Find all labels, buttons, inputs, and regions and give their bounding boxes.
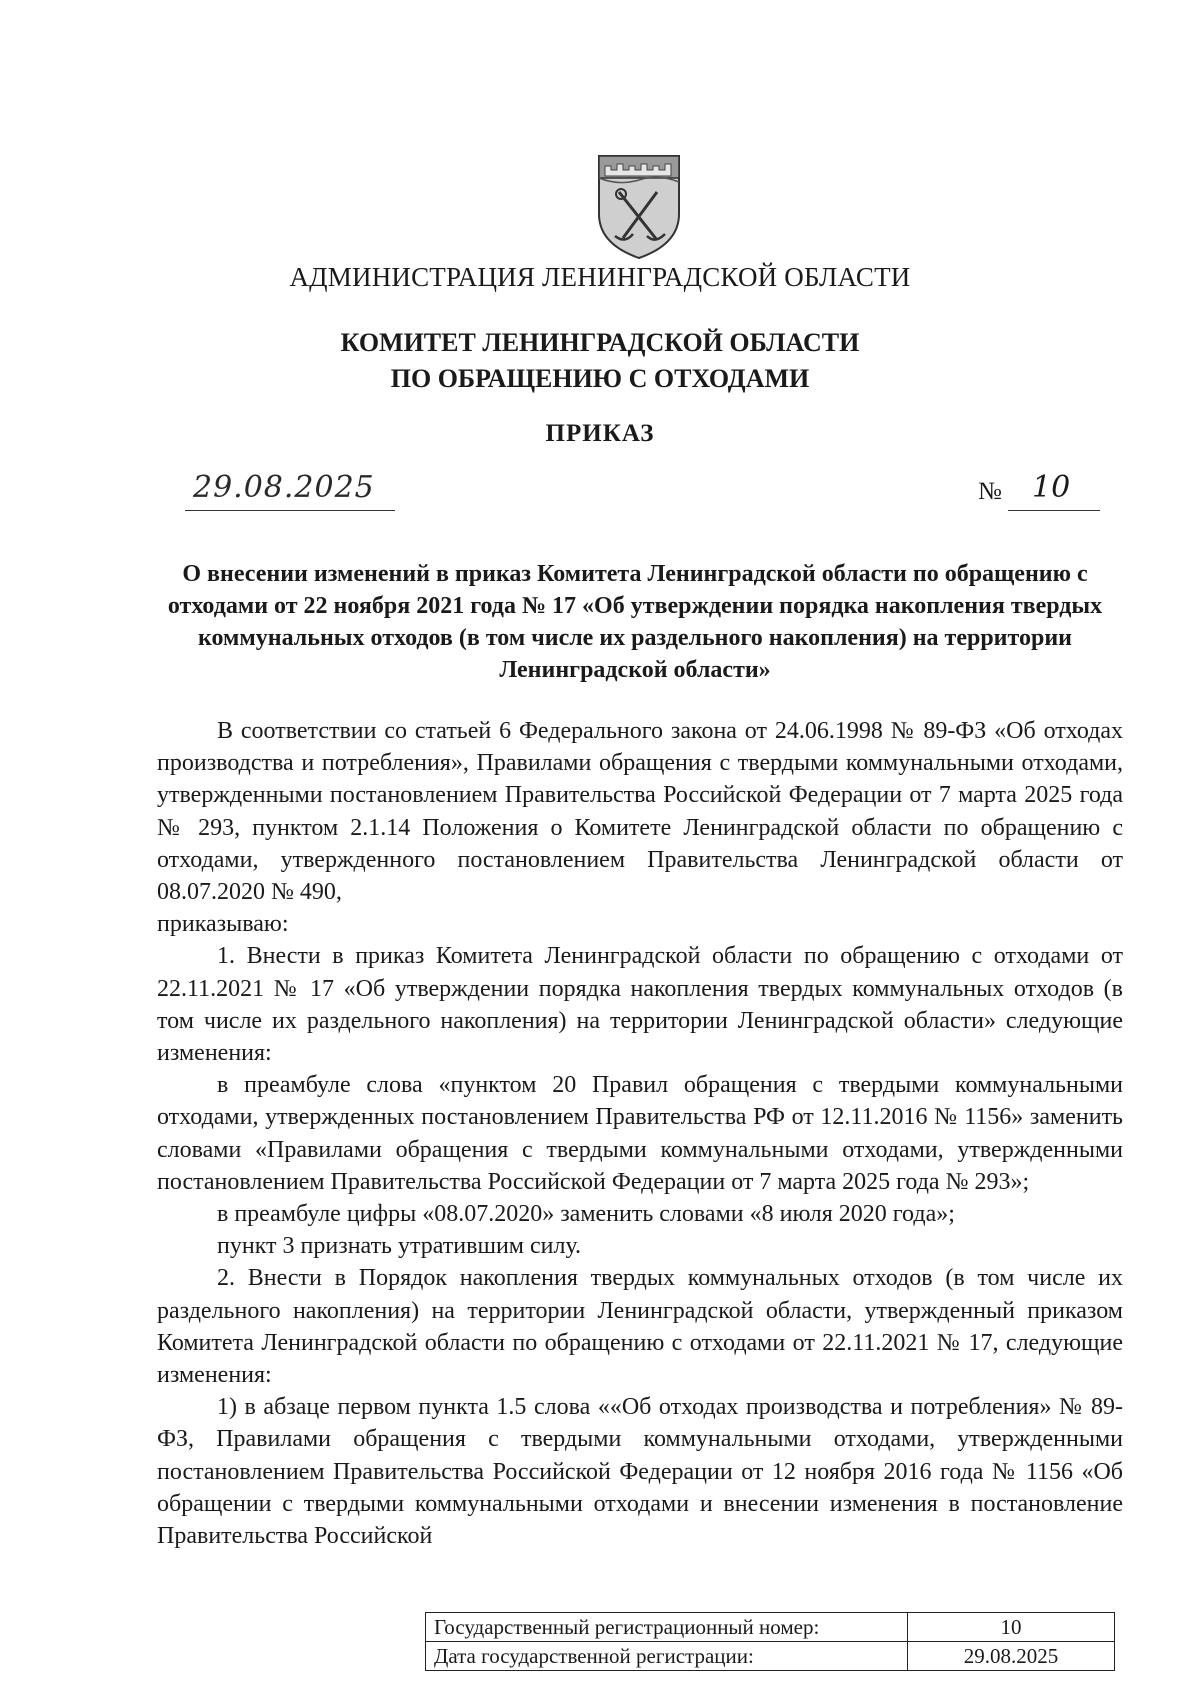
order-number-field — [1008, 470, 1100, 511]
committee-title — [0, 325, 1200, 397]
coat-of-arms-emblem — [595, 152, 683, 262]
committee-title-line-1: КОМИТЕТ ЛЕНИНГРАДСКОЙ ОБЛАСТИ — [340, 328, 860, 357]
registration-number-label: Государственный регистрационный номер: — [426, 1613, 908, 1642]
administration-title: АДМИНИСТРАЦИЯ ЛЕНИНГРАДСКОЙ ОБЛАСТИ — [289, 262, 911, 292]
committee-title-line-2: ПО ОБРАЩЕНИЮ С ОТХОДАМИ — [390, 364, 810, 393]
document-type: ПРИКАЗ — [545, 420, 655, 447]
order-number-label: № — [978, 478, 1002, 505]
paragraph-item-2: 2. Внести в Порядок накопления твердых коммунальных отходов (в том числе их раздельного накопления) на территории Ленинградской области, утвержденный приказом Комитета Ленинградской области по обращению с отходами от 22.11.2021 № 17, следующие изменения: — [157, 1265, 1123, 1389]
order-date-field — [185, 470, 395, 511]
paragraph-preamble: В соответствии со статьей 6 Федерального закона от 24.06.1998 № 89-ФЗ «Об отходах производства и потребления», Правилами обращения с твердыми коммунальными отходами, утвержденными постановлением Правительства Российской Федерации от 7 марта 2025 года № 293, пунктом 2.1.14 Положения о Комитете Ленинградской области по обращению с отходами, утвержденного постановлением Правительства Ленинградской области от 08.07.2020 № 490, — [157, 718, 1123, 906]
registration-date-value: 29.08.2025 — [908, 1642, 1115, 1671]
paragraph-item-1: 1. Внести в приказ Комитета Ленинградской области по обращению с отходами от 22.11.2021 № 17 «Об утверждении порядка накопления твердых коммунальных отходов (в том числе их раздельного накопления) на территории Ленинградской области» следующие изменения: — [157, 943, 1123, 1067]
paragraph-item-1-change-c: пункт 3 признать утратившим силу. — [217, 1233, 582, 1260]
table-row — [426, 1613, 1115, 1642]
paragraph-item-1-change-a: в преамбуле слова «пунктом 20 Правил обращения с твердыми коммунальными отходами, утвержденных постановлением Правительства РФ от 12.11.2016 № 1156» заменить словами «Правилами обращения с твердыми коммунальными отходами, утвержденными постановлением Правительства Российской Федерации от 7 марта 2025 года № 293»; — [157, 1072, 1123, 1195]
registration-table — [425, 1612, 1115, 1671]
paragraph-decree: приказываю: — [157, 911, 289, 938]
handwritten-number: 10 — [1032, 470, 1071, 505]
paragraph-item-2-sub-1: 1) в абзаце первом пункта 1.5 слова ««Об отходах производства и потребления» № 89-ФЗ, Правилами обращения с твердыми коммунальными отходами, утвержденными постановлением Правительства Российской Федерации от 12 ноября 2016 года № 1156 «Об обращении с твердыми коммунальными отходами и внесении изменения в постановление Правительства Российской — [157, 1394, 1123, 1550]
table-row — [426, 1642, 1115, 1671]
registration-number-value: 10 — [908, 1613, 1115, 1642]
order-body — [157, 715, 1123, 1552]
paragraph-item-1-change-b: в преамбуле цифры «08.07.2020» заменить словами «8 июля 2020 года»; — [217, 1201, 955, 1228]
registration-date-label: Дата государственной регистрации: — [426, 1642, 908, 1671]
order-subject: О внесении изменений в приказ Комитета Ленинградской области по обращению с отходами от 22 ноября 2021 года № 17 «Об утверждении порядка накопления твердых коммунальных отходов (в том числе их раздельного накопления) на территории Ленинградской области» — [167, 561, 1103, 683]
handwritten-date: 29.08.2025 — [193, 470, 375, 505]
